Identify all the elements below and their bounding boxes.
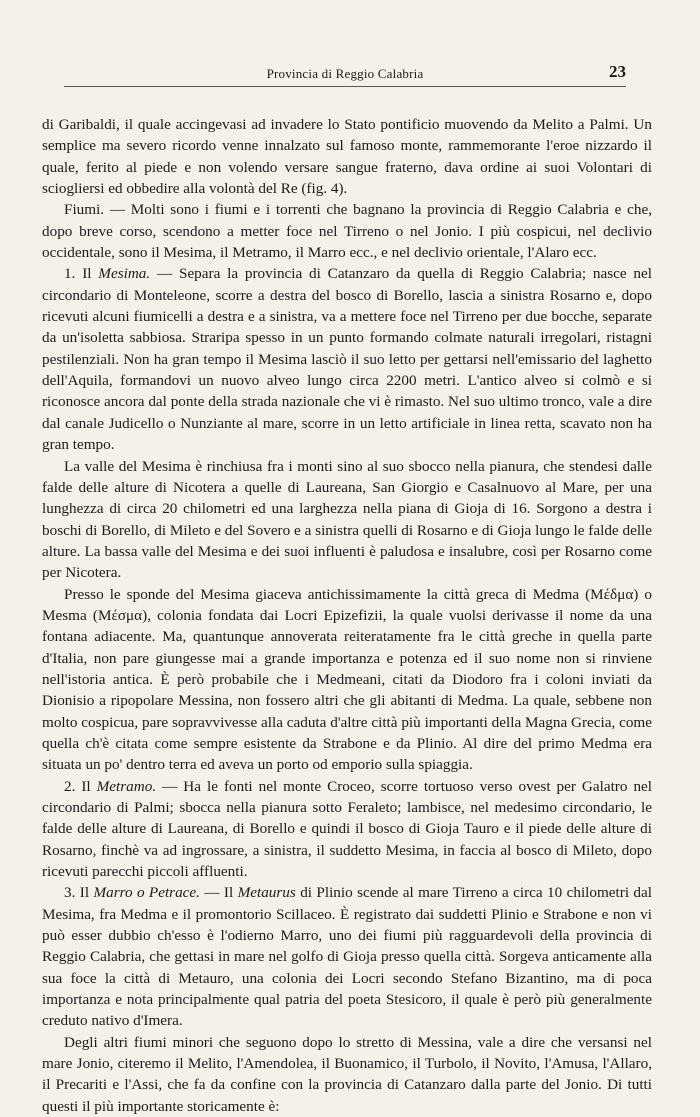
paragraph-metramo <box>42 776 652 883</box>
page-header <box>64 60 626 87</box>
paragraph-continuation: di Garibaldi, il quale accingevasi ad invadere lo Stato pontificio muovendo da Melito a Palmi. Un semplice ma severo ricordo venne innalzato sul famoso monte, rammemorante l'eroe nizzardo il quale, ferito al piede e non volendo versare sangue fraterno, dava ordine ai suoi Volontari di sciogliersi ed obbedire alla volontà del Re (fig. 4). <box>42 116 652 198</box>
paragraph-mesima-valley: La valle del Mesima è rinchiusa fra i monti sino al suo sbocco nella pianura, che stendesi dalle falde delle alture di Nicotera a quelle di Laureana, San Giorgio e Casalnuovo al Mare, per una lunghezza di circa 20 chilometri ed una larghezza nella piana di Gioja di 16. Sorgono a destra i boschi di Borello, di Mileto e del Sovero e a sinistra quelli di Rosarno e di Gioja lungo le falde delle alture. La bassa valle del Mesima e dei suoi influenti è paludosa e insalubre, così per Rosarno come per Nicotera. <box>42 457 652 582</box>
river-name-metramo: Metramo. <box>96 777 157 795</box>
main-text <box>42 114 652 1117</box>
paragraph-mesima <box>42 263 652 455</box>
river-name-marro: Marro o Petrace. <box>93 884 200 902</box>
section-dash: — Il <box>199 884 238 902</box>
river-name-mesima: Mesima. <box>98 265 151 283</box>
paragraph-medma: Presso le sponde del Mesima giaceva antichissimamente la città greca di Medma (Μέδμα) o Mesma (Μέσμα), colonia fondata dai Locri Epizefizii, la quale vuolsi derivasse il nome da una fontana adiacente. Ma, quantunque annoverata reiteratamente fra le città greche in quella parte d'Italia, non pare giungesse mai a grande importanza e potenza ed il suo nome non si rinviene nell'istoria antica. È però probabile che i Medmeani, citati da Diodoro fra i coloni inviati da Dionisio a ripopolare Messina, non fossero altri che gli abitanti di Medma. La quale, sebbene non molto cospicua, pare sopravvivesse alla caduta d'altre città più importanti della Magna Grecia, come quella ch'è citata come sempre esistente da Strabone e da Plinio. Al dire del primo Medma era situata un po' dentro terra ed aveva un porto od emporio sulla spiaggia. <box>42 585 652 774</box>
river-name-metaurus: Metaurus <box>237 884 296 902</box>
section-number: 2. Il <box>64 777 97 795</box>
page-number: 23 <box>609 62 626 81</box>
section-number: 3. Il <box>64 884 94 902</box>
running-title: Provincia di Reggio Calabria <box>266 66 424 81</box>
paragraph-marro <box>42 882 652 1031</box>
paragraph-minor-rivers: Degli altri fiumi minori che seguono dopo lo stretto di Messina, vale a dire che versansi nel mare Jonio, citeremo il Melito, l'Amendolea, il Buonamico, il Turbolo, il Novito, l'Amusa, l'Allaro, il Precariti e l'Assi, che fa da confine con la provincia di Catanzaro dalla parte del Jonio. Di tutti questi il più importante storicamente è: <box>42 1033 652 1115</box>
section-number: 1. Il <box>64 265 99 283</box>
paragraph-fiumi: Fiumi. — Molti sono i fiumi e i torrenti che bagnano la provincia di Reggio Calabria e che, dopo breve corso, scendono a metter foce nel Tirreno o nel Jonio. I più cospicui, nel declivio occidentale, sono il Mesima, il Metramo, il Marro ecc., e nel declivio orientale, l'Alaro ecc. <box>42 201 652 262</box>
section-text: — Separa la provincia di Catanzaro da quella di Reggio Calabria; nasce nel circondario di Monteleone, scorre a destra del bosco di Borello, lascia a sinistra Rosarno e, dopo ricevuti alcuni fiumicelli a destra e a sinistra, va a mettere foce nel Tirreno per due bocche, separate da un'isoletta sabbiosa. Straripa spesso in un punto formando colmate naturali irregolari, ristagni pestilenziali. Non ha gran tempo il Mesima lasciò il suo letto per gettarsi nell'emissario del laghetto dell'Aquila, formandovi un nuovo alveo lungo circa 2200 metri. L'antico alveo si colmò e si riconosce ancora dal ponte della strada nazionale che vi è rimasto. Nel suo ultimo tronco, vale a dire dal canale Judicello o Nunziante al mare, scorre in un letto artificiale in linea retta, scavato non ha gran tempo. <box>42 265 652 454</box>
section-text: di Plinio scende al mare Tirreno a circa 10 chilometri dal Mesima, fra Medma e il promontorio Scillaceo. È registrato dai suddetti Plinio e Strabone e non vi può esser dubbio ch'esso è l'odierno Marro, uno dei fiumi più ragguardevoli della provincia di Reggio Calabria, che gettasi in mare nel golfo di Gioja presso quella città. Sorgeva anticamente alla sua foce la città di Metauro, una colonia dei Locri secondo Stefano Bizantino, ma di poca importanza e nota principalmente qual patria del poeta Stesicoro, il quale è però più generalmente creduto nativo d'Imera. <box>42 884 652 1030</box>
section-text: — Ha le fonti nel monte Croceo, scorre tortuoso verso ovest per Galatro nel circondario di Palmi; sbocca nella pianura sotto Feraleto; lambisce, nel medesimo circondario, le falde delle alture di Laureana, di Borello e quindi il bosco di Gioja Tauro e il piede delle alture di Rosarno, finchè va ad ingrossare, a sinistra, il suddetto Mesima, in faccia al bosco di Mileto, dopo ricevuti parecchi piccoli affluenti. <box>42 777 652 881</box>
